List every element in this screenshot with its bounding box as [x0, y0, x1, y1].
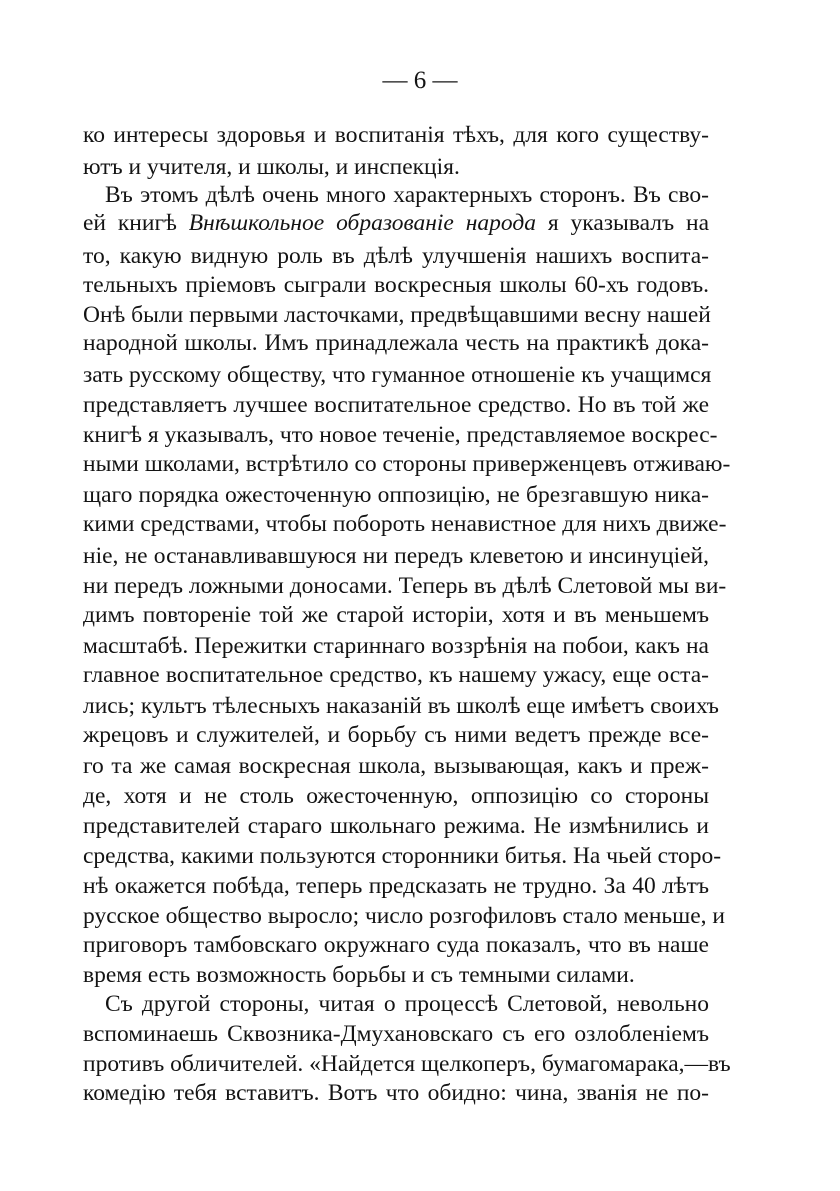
text-fragment: я указывалъ на [547, 210, 710, 236]
text-line: ни передъ ложными доносами. Теперь въ дѣлѣ Слетовой мы ви- [83, 573, 727, 599]
text-line: кими средствами, чтобы побороть ненавистное для нихъ движе- [83, 511, 727, 537]
text-line: ными школами, встрѣтило со стороны приверженцевъ отживаю- [83, 451, 731, 477]
text-line: Съ другой стороны, читая о процессѣ Слетовой, невольно [105, 991, 709, 1017]
text-line: Въ этомъ дѣлѣ очень много характерныхъ сторонъ. Въ сво- [105, 182, 709, 208]
text-line: де, хотя и не столь ожесточенную, оппозицію со стороны [83, 783, 709, 809]
text-line: нѣ окажется побѣда, теперь предсказать не трудно. За 40 лѣтъ [83, 873, 709, 899]
text-line: вспоминаешь Сквозника-Дмухановскаго съ его озлобленіемъ [83, 1021, 709, 1047]
text-line: ютъ и учителя, и школы, и инспекція. [83, 154, 460, 180]
text-line: комедію тебя вставитъ. Вотъ что обидно: чина, званія не по- [83, 1080, 709, 1106]
text-line: тельныхъ пріемовъ сыграли воскресныя школы 60-хъ годовъ. [83, 272, 709, 298]
text-line: представителей стараго школьнаго режима. Не измѣнились и [83, 813, 709, 839]
text-line: лись; культъ тѣлесныхъ наказаній въ школѣ еще имѣетъ своихъ [83, 693, 719, 719]
text-line: ніе, не останавливавшуюся ни передъ клеветою и инсинуцiей, [83, 543, 709, 569]
text-line: щаго порядка ожесточенную оппозицію, не брезгавшую ника- [83, 482, 709, 508]
text-line: книгѣ я указывалъ, что новое теченіе, представляемое воскрес- [83, 422, 718, 448]
text-line: приговоръ тамбовскаго окружнаго суда показалъ, что въ наше [83, 932, 709, 958]
page-number: — 6 — [382, 67, 458, 94]
text-line: димъ повтореніе той же старой исторіи, хотя и въ меньшемъ [83, 602, 709, 628]
text-line: противъ обличителей. «Найдется щелкоперъ, бумагомарака,—въ [83, 1051, 731, 1077]
text-line: то, какую видную роль въ дѣлѣ улучшенія нашихъ воспита- [83, 243, 709, 269]
text-line: жрецовъ и служителей, и борьбу съ ними ведетъ прежде все- [83, 722, 709, 748]
text-line: главное воспитательное средство, къ нашему ужасу, еще оста- [83, 662, 709, 688]
text-line-with-title [83, 207, 709, 239]
text-line: время есть возможность борьбы и съ темными силами. [83, 962, 635, 988]
text-line: масштабѣ. Пережитки стариннаго воззрѣнія на побои, какъ на [83, 633, 709, 659]
text-line: зать русскому обществу, что гуманное отношеніе къ учащимся [83, 362, 712, 388]
text-line: Онѣ были первыми ласточками, предвѣщавшими весну нашей [83, 302, 711, 328]
text-line: народной школы. Имъ принадлежала честь на практикѣ дока- [83, 330, 709, 356]
book-title: Внѣшкольное образованіе народа [188, 210, 536, 236]
text-line: го та же самая воскресная школа, вызывающая, какъ и преж- [83, 753, 709, 779]
text-line: представляетъ лучшее воспитательное средство. Но въ той же [83, 392, 709, 418]
text-fragment: ей книгѣ [83, 210, 177, 236]
text-line: ко интересы здоровья и воспитанія тѣхъ, для кого существу- [83, 122, 709, 148]
text-line: русское общество выросло; число розгофиловъ стало меньше, и [83, 903, 725, 929]
text-line: средства, какими пользуются сторонники битья. На чьей сторо- [83, 843, 722, 869]
